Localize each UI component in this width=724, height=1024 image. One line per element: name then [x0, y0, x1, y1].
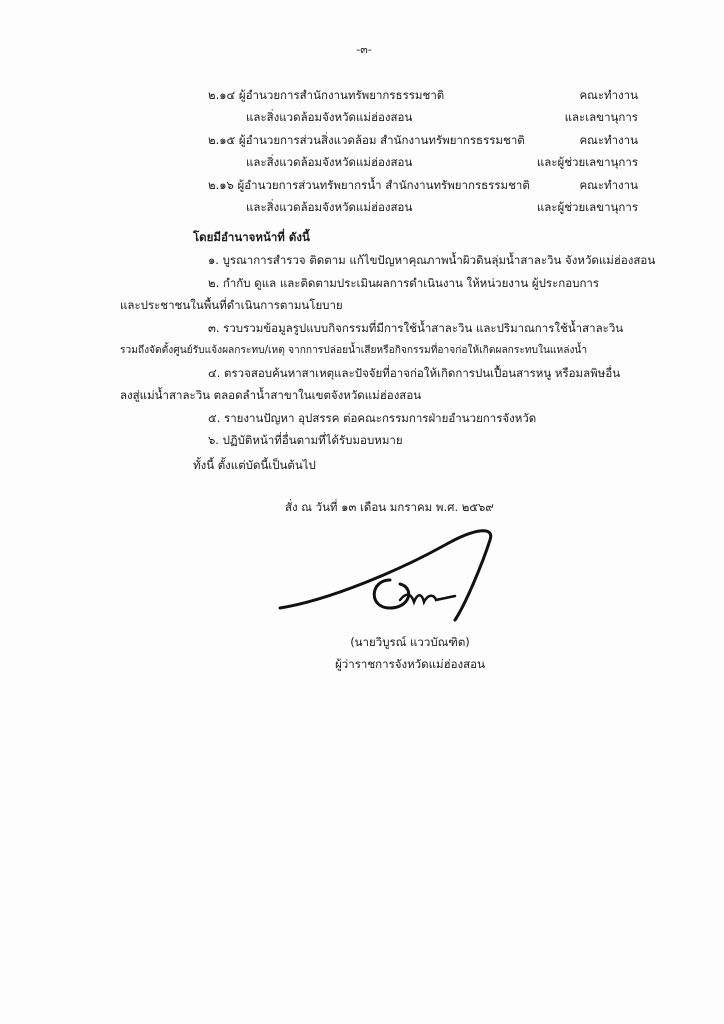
duty-2-line2: และประชาชนในพื้นที่ดำเนินการตามนโยบาย — [120, 298, 343, 312]
member-2-14-role2: และเลขานุการ — [564, 110, 638, 124]
duties-heading: โดยมีอำนาจหน้าที่ ดังนี้ — [193, 230, 310, 244]
member-2-15-line2: และสิ่งแวดล้อมจังหวัดแม่ฮ่องสอน — [246, 155, 413, 169]
member-2-15-role1: คณะทำงาน — [579, 133, 638, 147]
duty-4-line1: ๔. ตรวจสอบค้นหาสาเหตุและปัจจัยที่อาจก่อให้เกิดการปนเปื้อนสารหนู หรือมลพิษอื่น — [208, 366, 621, 380]
member-2-16-role1: คณะทำงาน — [579, 178, 638, 192]
duty-3-line1: ๓. รวบรวมข้อมูลรูปแบบกิจกรรมที่มีการใช้น้ำสาละวิน และปริมาณการใช้น้ำสาละวิน — [208, 321, 624, 335]
member-2-16-role2: และผู้ช่วยเลขานุการ — [536, 200, 638, 214]
duty-5: ๕. รายงานปัญหา อุปสรรค ต่อคณะกรรมการฝ่ายอำนวยการจังหวัด — [208, 411, 537, 425]
member-2-15-line1: ๒.๑๕ ผู้อำนวยการส่วนสิ่งแวดล้อม สำนักงานทรัพยากรธรรมชาติ — [208, 133, 525, 147]
effective-statement: ทั้งนี้ ตั้งแต่บัดนี้เป็นต้นไป — [193, 458, 316, 472]
duty-1: ๑. บูรณาการสำรวจ ติดตาม แก้ไขปัญหาคุณภาพน้ำผิวดินลุ่มน้ำสาละวิน จังหวัดแม่ฮ่องสอน — [208, 253, 656, 267]
handwritten-signature — [250, 520, 510, 640]
order-date: สั่ง ณ วันที่ ๑๓ เดือน มกราคม พ.ศ. ๒๕๖๙ — [285, 500, 494, 514]
member-2-14-line2: และสิ่งแวดล้อมจังหวัดแม่ฮ่องสอน — [246, 110, 413, 124]
page-number: -๓- — [356, 43, 372, 56]
signer-name: (นายวิบูรณ์ แววบัณฑิต) — [350, 635, 470, 649]
duty-4-line2: ลงสู่แม่น้ำสาละวิน ตลอดลำน้ำสาขาในเขตจังหวัดแม่ฮ่องสอน — [120, 388, 422, 402]
duty-3-line2: รวมถึงจัดตั้งศูนย์รับแจ้งผลกระทบ/เหตุ จากการปล่อยน้ำเสียหรือกิจกรรมที่อาจก่อให้เกิดผลกระทบในแหล่งน้ำ — [120, 345, 588, 356]
member-2-14-line1: ๒.๑๔ ผู้อำนวยการสำนักงานทรัพยากรธรรมชาติ — [208, 88, 445, 102]
member-2-16-line1: ๒.๑๖ ผู้อำนวยการส่วนทรัพยากรน้ำ สำนักงานทรัพยากรธรรมชาติ — [208, 178, 530, 192]
member-2-15-role2: และผู้ช่วยเลขานุการ — [536, 155, 638, 169]
duty-2-line1: ๒. กำกับ ดูแล และติดตามประเมินผลการดำเนินงาน ให้หน่วยงาน ผู้ประกอบการ — [208, 276, 600, 290]
member-2-14-role1: คณะทำงาน — [579, 88, 638, 102]
member-2-16-line2: และสิ่งแวดล้อมจังหวัดแม่ฮ่องสอน — [246, 200, 413, 214]
signer-title: ผู้ว่าราชการจังหวัดแม่ฮ่องสอน — [335, 657, 485, 671]
duty-6: ๖. ปฏิบัติหน้าที่อื่นตามที่ได้รับมอบหมาย — [208, 433, 403, 447]
